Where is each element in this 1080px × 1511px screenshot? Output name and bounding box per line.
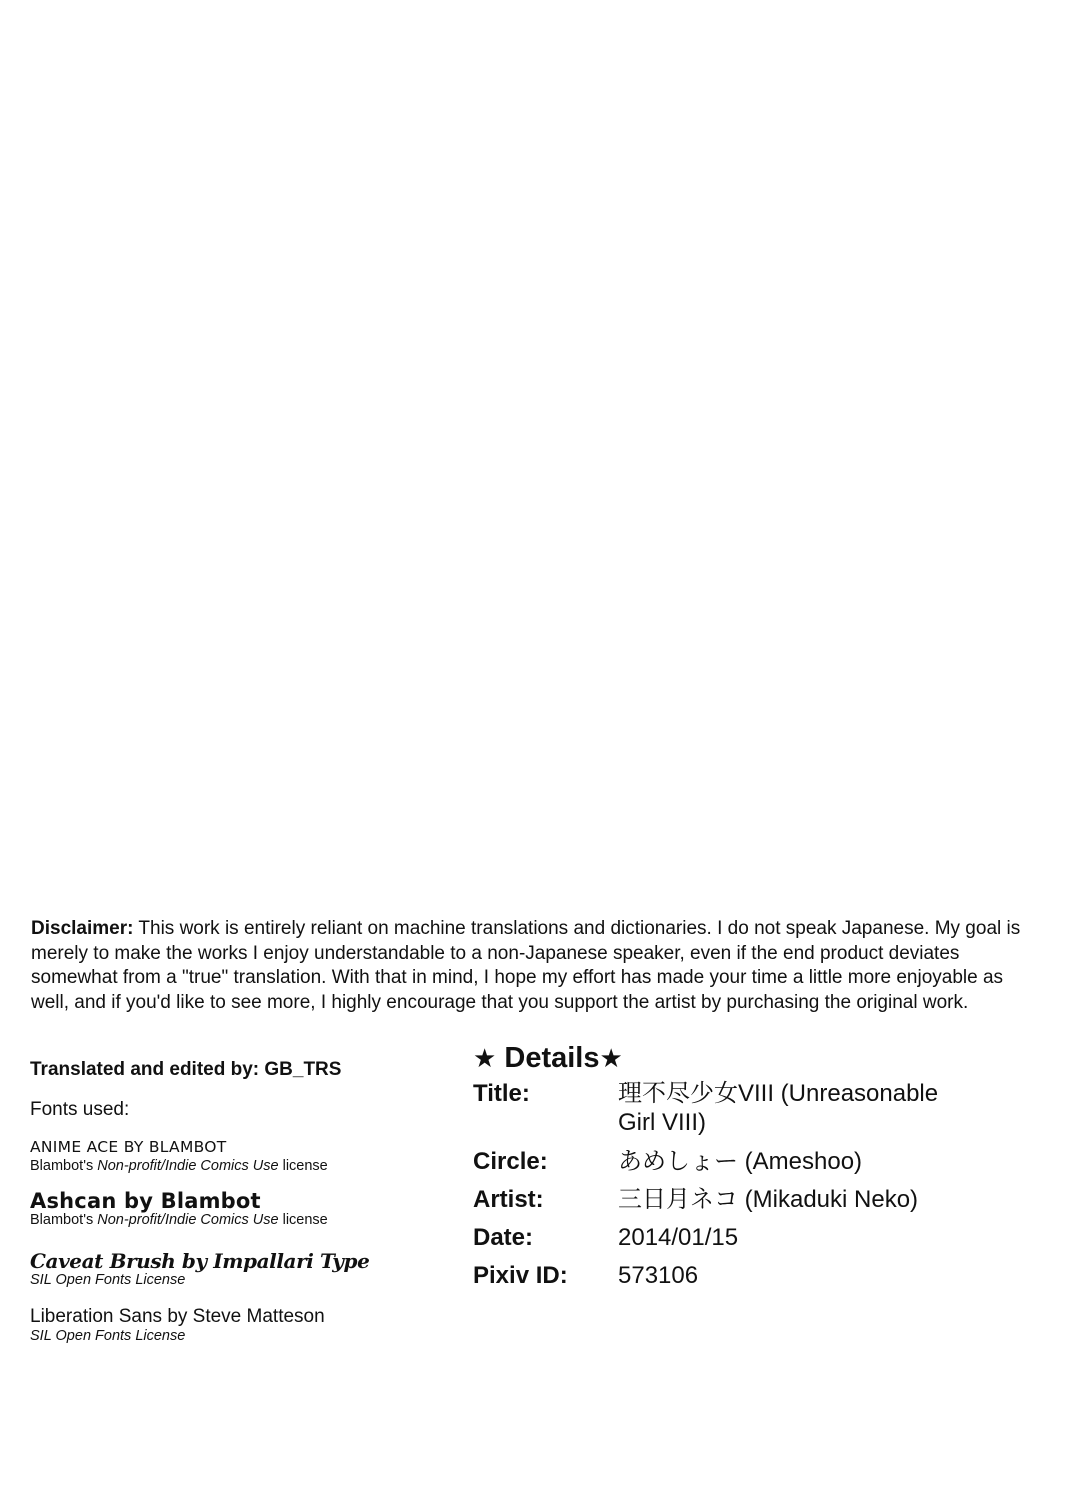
font-name: Liberation Sans by Steve Matteson bbox=[30, 1306, 325, 1327]
detail-row-artist bbox=[473, 1185, 993, 1214]
star-icon: ★ bbox=[473, 1044, 497, 1074]
detail-key: Date: bbox=[473, 1224, 534, 1251]
license-name: Non-profit/Indie Comics Use bbox=[97, 1212, 279, 1228]
font-name: ANIME ACE BY BLAMBOT bbox=[30, 1138, 227, 1156]
star-icon: ★ bbox=[599, 1044, 623, 1074]
details-heading bbox=[473, 1040, 993, 1077]
detail-key: Artist: bbox=[473, 1186, 544, 1213]
license-name: SIL Open Fonts License bbox=[30, 1272, 186, 1288]
license-prefix: Blambot's bbox=[30, 1212, 98, 1228]
detail-row-pixiv-id bbox=[473, 1261, 993, 1290]
font-name: Caveat Brush by Impallari Type bbox=[30, 1249, 370, 1273]
font-entry-caveat-brush bbox=[30, 1250, 430, 1288]
font-license bbox=[30, 1328, 430, 1344]
detail-value: 理不尽少女VIII (Unreasonable Girl VIII) bbox=[618, 1080, 939, 1136]
disclaimer bbox=[31, 917, 1031, 1015]
license-prefix: Blambot's bbox=[30, 1158, 98, 1174]
font-name: Ashcan by Blambot bbox=[30, 1189, 261, 1213]
detail-key: Pixiv ID: bbox=[473, 1262, 568, 1289]
detail-row-circle bbox=[473, 1147, 993, 1176]
detail-value: 2014/01/15 bbox=[618, 1224, 739, 1251]
font-license bbox=[30, 1212, 430, 1228]
font-license bbox=[30, 1272, 430, 1288]
license-suffix: license bbox=[278, 1212, 328, 1228]
detail-key: Title: bbox=[473, 1080, 530, 1107]
font-license bbox=[30, 1158, 430, 1174]
detail-value: 573106 bbox=[618, 1262, 699, 1289]
license-name: SIL Open Fonts License bbox=[30, 1328, 186, 1344]
font-entry-anime-ace bbox=[30, 1136, 430, 1174]
details-heading-text: Details bbox=[504, 1042, 600, 1074]
detail-row-date bbox=[473, 1223, 993, 1252]
details-section bbox=[473, 1040, 993, 1299]
font-entry-liberation-sans bbox=[30, 1306, 430, 1344]
detail-value: あめしょー (Ameshoo) bbox=[618, 1148, 863, 1175]
disclaimer-lead: Disclaimer: bbox=[31, 918, 134, 939]
disclaimer-text: This work is entirely reliant on machine translations and dictionaries. I do not speak Japanese. My goal is merely to make the works I enjoy understandable to a non-Japanese speaker, even if the end product deviates somewhat from a "true" translation. With that in mind, I hope my effort has made your time a little more enjoyable as well, and if you'd like to see more, I highly encourage that you support the artist by purchasing the original work. bbox=[31, 918, 1021, 1013]
license-name: Non-profit/Indie Comics Use bbox=[97, 1158, 279, 1174]
license-suffix: license bbox=[278, 1158, 328, 1174]
fonts-used-label: Fonts used: bbox=[30, 1099, 130, 1120]
font-entry-ashcan bbox=[30, 1190, 430, 1228]
credits-section bbox=[30, 1058, 430, 1344]
detail-key: Circle: bbox=[473, 1148, 548, 1175]
detail-value: 三日月ネコ (Mikaduki Neko) bbox=[618, 1186, 919, 1213]
translator-credit: Translated and edited by: GB_TRS bbox=[30, 1059, 342, 1080]
detail-row-title bbox=[473, 1079, 993, 1137]
